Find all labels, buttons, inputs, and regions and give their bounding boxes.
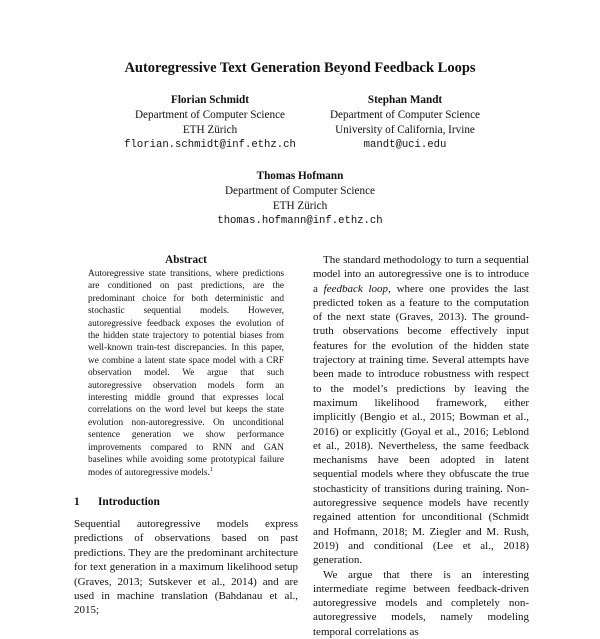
author-institution: ETH Zürich [272, 200, 328, 212]
abstract-text: Autoregressive state transitions, where predictions are conditioned on past predictions, are the predominant choice for both deterministic and stochastic sequential models. However, autoregressive feedback exposes the evolution of the hidden state trajectory to potential biases from well-known train-test discrepancies. In this paper, we combine a latent state space model with a CRF observation model. We argue that such autoregressive observation models form an interesting middle ground that expresses local correlations on the word level but keeps the state evolution non-autoregressive. On unconditional sentence generation we show performance improvements compared to RNN and GAN baselines while avoiding some prototypical failure modes of autoregressive models. [88, 269, 284, 478]
abstract-body [88, 268, 284, 479]
emphasis-text: feedback loop [323, 282, 389, 295]
author-email: florian.schmidt@inf.ethz.ch [124, 139, 296, 151]
author-email: mandt@uci.edu [363, 139, 447, 151]
author-name: Thomas Hofmann [256, 170, 344, 182]
author-name: Florian Schmidt [170, 94, 249, 106]
introduction-text: Sequential autoregressive models express predictions of observations based on past predictions. They are the predominant architecture for text generation in a maximum likelihood setup (Graves, 2013; Sutskever et al., 2014) and are used in machine translation (Bahdanau et al., 2015; [74, 518, 298, 617]
author-affiliation: Department of Computer Science [134, 109, 286, 121]
author-block-3 [190, 169, 410, 229]
paragraph: We argue that there is an interesting intermediate regime between feedback-driven autoregressive models and completely non-autoregressive models, namely modeling temporal correlations as [313, 568, 529, 638]
section-title: Introduction [98, 496, 160, 508]
abstract-heading: Abstract [165, 254, 207, 266]
paper-title: Autoregressive Text Generation Beyond Feedback Loops [124, 60, 476, 76]
author-email: thomas.hofmann@inf.ethz.ch [217, 215, 383, 227]
paragraph-text: The standard methodology to turn a sequential model into an autoregressive one is to introduce a [313, 254, 529, 295]
paragraph-text: , where one provides the last predicted token as a feature to the computation of the next state (Graves, 2013). The ground-truth observations become effectively input features for the evolution of the hidden state trajectory at training time. Several attempts have been made to introduce robustness with respect to the model’s predictions by leaving the maximum likelihood framework, either implicitly (Bengio et al., 2015; Bowman et al., 2016) or explicitly (Goyal et al., 2016; Leblond et al., 2018). Nevertheless, the same feedback mechanisms have been adopted in latent sequential models where they obfuscate the true stochasticity of transitions during training. Non-autoregressive sequence models have recently regained attention for unconditional (Schmidt and Hofmann, 2018; M. Ziegler and M. Rush, 2019) and conditional (Lee et al., 2018) generation. [313, 282, 529, 567]
section-heading [74, 496, 160, 508]
footnote-mark: 1 [209, 466, 213, 473]
right-column [313, 253, 529, 639]
author-block-2 [285, 93, 525, 153]
author-institution: ETH Zürich [182, 124, 238, 136]
author-institution: University of California, Irvine [335, 124, 475, 136]
author-affiliation: Department of Computer Science [329, 109, 481, 121]
author-affiliation: Department of Computer Science [224, 185, 376, 197]
paragraph [313, 253, 529, 568]
section-number: 1 [74, 496, 80, 508]
author-name: Stephan Mandt [367, 94, 443, 106]
